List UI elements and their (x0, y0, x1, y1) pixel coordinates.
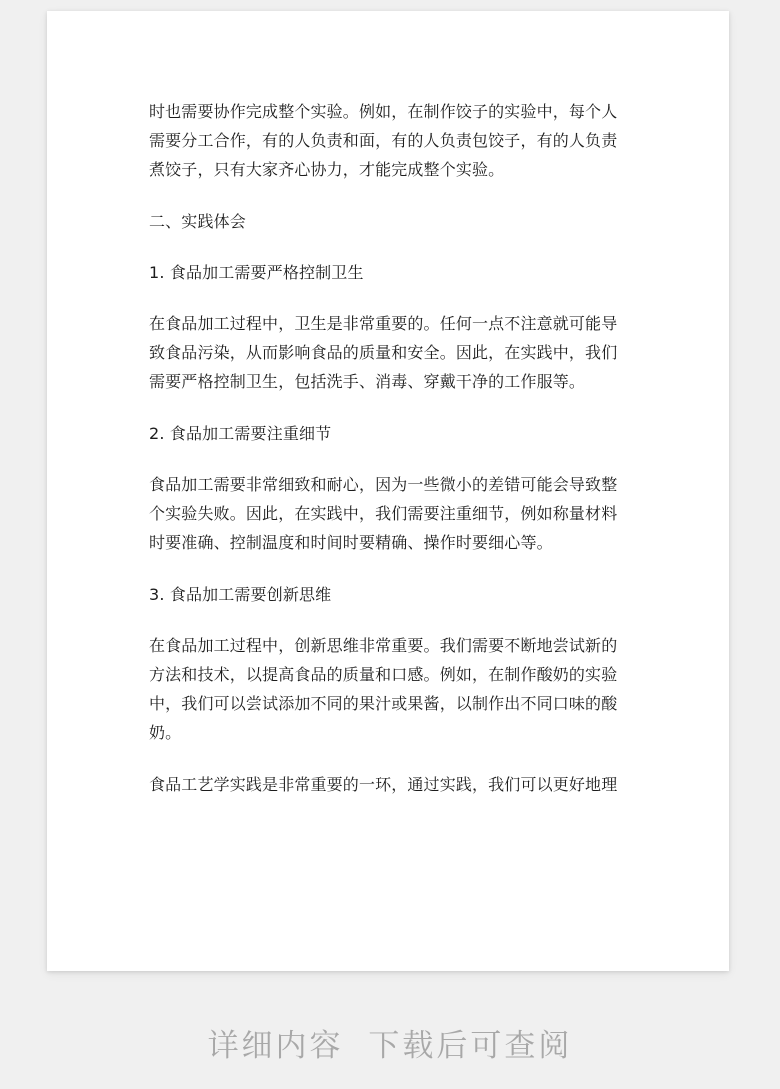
section-heading-practice: 二、实践体会 (149, 212, 246, 231)
subheading-hygiene: 1. 食品加工需要严格控制卫生 (149, 263, 364, 282)
footer-text-download: 下载后可查阅 (368, 1028, 573, 1064)
paragraph-innovation: 在食品加工过程中，创新思维非常重要。我们需要不断地尝试新的方法和技术，以提高食品的质量和口感。例如，在制作酸奶的实验中，我们可以尝试添加不同的果汁或果酱，以制作出不同口味的酸奶。 (149, 636, 618, 742)
paragraph-collaboration: 时也需要协作完成整个实验。例如，在制作饺子的实验中，每个人需要分工合作，有的人负责和面，有的人负责包饺子，有的人负责煮饺子，只有大家齐心协力，才能完成整个实验。 (149, 102, 618, 179)
subheading-detail: 2. 食品加工需要注重细节 (149, 424, 332, 443)
footer-text-details: 详细内容 (207, 1028, 344, 1064)
document-page (47, 11, 729, 971)
subheading-innovation: 3. 食品加工需要创新思维 (149, 585, 332, 604)
paragraph-hygiene: 在食品加工过程中，卫生是非常重要的。任何一点不注意就可能导致食品污染，从而影响食品的质量和安全。因此，在实践中，我们需要严格控制卫生，包括洗手、消毒、穿戴干净的工作服等。 (149, 314, 618, 391)
paragraph-conclusion: 食品工艺学实践是非常重要的一环，通过实践，我们可以更好地理 (149, 775, 618, 794)
download-prompt (0, 1020, 780, 1065)
paragraph-detail: 食品加工需要非常细致和耐心，因为一些微小的差错可能会导致整个实验失败。因此，在实践中，我们需要注重细节，例如称量材料时要准确、控制温度和时间时要精确、操作时要细心等。 (149, 475, 618, 552)
document-content (149, 97, 629, 799)
